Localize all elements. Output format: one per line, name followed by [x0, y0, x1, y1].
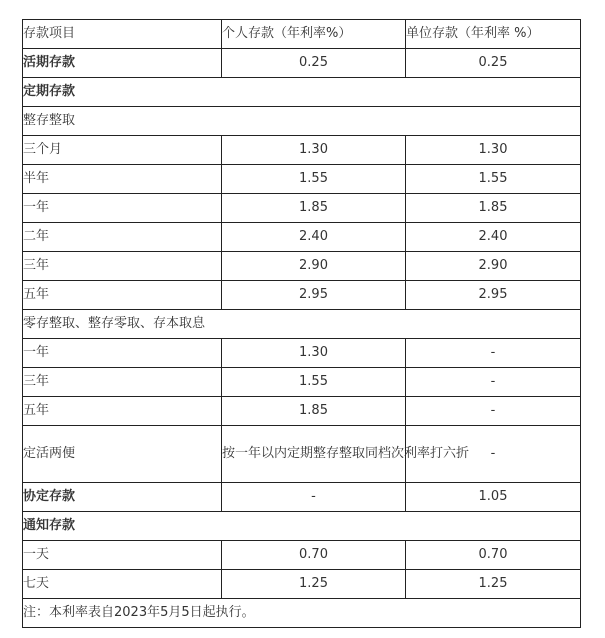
corporate-rate: 0.70 [406, 541, 581, 570]
personal-rate: 1.85 [222, 194, 406, 223]
agreement-personal-rate: - [222, 483, 406, 512]
demand-label: 活期存款 [23, 49, 222, 78]
table-row [23, 281, 581, 310]
table-row-flexible [23, 426, 581, 483]
corporate-rate: 2.95 [406, 281, 581, 310]
personal-rate: 2.40 [222, 223, 406, 252]
section-row-installment [23, 310, 581, 339]
corporate-rate: 2.90 [406, 252, 581, 281]
flexible-label: 定活两便 [23, 426, 222, 483]
corporate-rate: - [406, 368, 581, 397]
corporate-rate: 1.85 [406, 194, 581, 223]
corporate-rate: 1.55 [406, 165, 581, 194]
term-label: 三个月 [23, 136, 222, 165]
section-row-time-deposit [23, 78, 581, 107]
term-label: 五年 [23, 397, 222, 426]
term-label: 三年 [23, 368, 222, 397]
footnote-row [23, 599, 581, 628]
table-row [23, 165, 581, 194]
table-row [23, 194, 581, 223]
term-label: 一年 [23, 339, 222, 368]
corporate-rate: 1.25 [406, 570, 581, 599]
agreement-corporate-rate: 1.05 [406, 483, 581, 512]
demand-personal-rate: 0.25 [222, 49, 406, 78]
header-corporate-rate: 单位存款（年利率 %） [406, 20, 581, 49]
footnote: 注：本利率表自2023年5月5日起执行。 [23, 599, 581, 628]
term-label: 五年 [23, 281, 222, 310]
section-row-lump-sum [23, 107, 581, 136]
time-deposit-label: 定期存款 [23, 78, 581, 107]
table-row [23, 252, 581, 281]
personal-rate: 1.30 [222, 136, 406, 165]
table-row [23, 397, 581, 426]
corporate-rate: - [406, 339, 581, 368]
personal-rate: 1.30 [222, 339, 406, 368]
header-personal-rate: 个人存款（年利率%） [222, 20, 406, 49]
table-row [23, 223, 581, 252]
header-deposit-item: 存款项目 [23, 20, 222, 49]
table-row [23, 368, 581, 397]
table-row [23, 136, 581, 165]
corporate-rate: 1.30 [406, 136, 581, 165]
term-label: 二年 [23, 223, 222, 252]
flexible-personal-rate: 按一年以内定期整存整取同档次利率打六折 [222, 426, 406, 483]
term-label: 七天 [23, 570, 222, 599]
installment-label: 零存整取、整存零取、存本取息 [23, 310, 581, 339]
table-row-agreement [23, 483, 581, 512]
personal-rate: 0.70 [222, 541, 406, 570]
personal-rate: 2.90 [222, 252, 406, 281]
corporate-rate: - [406, 397, 581, 426]
personal-rate: 2.95 [222, 281, 406, 310]
section-row-notice [23, 512, 581, 541]
table-row [23, 570, 581, 599]
header-row [23, 20, 581, 49]
table-row [23, 541, 581, 570]
flexible-corporate-rate: - [406, 426, 581, 483]
table-row-demand [23, 49, 581, 78]
agreement-label: 协定存款 [23, 483, 222, 512]
personal-rate: 1.55 [222, 368, 406, 397]
term-label: 三年 [23, 252, 222, 281]
term-label: 半年 [23, 165, 222, 194]
rate-table-container [22, 19, 581, 628]
term-label: 一年 [23, 194, 222, 223]
personal-rate: 1.55 [222, 165, 406, 194]
personal-rate: 1.25 [222, 570, 406, 599]
corporate-rate: 2.40 [406, 223, 581, 252]
lump-sum-label: 整存整取 [23, 107, 581, 136]
personal-rate: 1.85 [222, 397, 406, 426]
term-label: 一天 [23, 541, 222, 570]
table-row [23, 339, 581, 368]
deposit-rate-table [22, 19, 581, 628]
demand-corporate-rate: 0.25 [406, 49, 581, 78]
notice-label: 通知存款 [23, 512, 581, 541]
